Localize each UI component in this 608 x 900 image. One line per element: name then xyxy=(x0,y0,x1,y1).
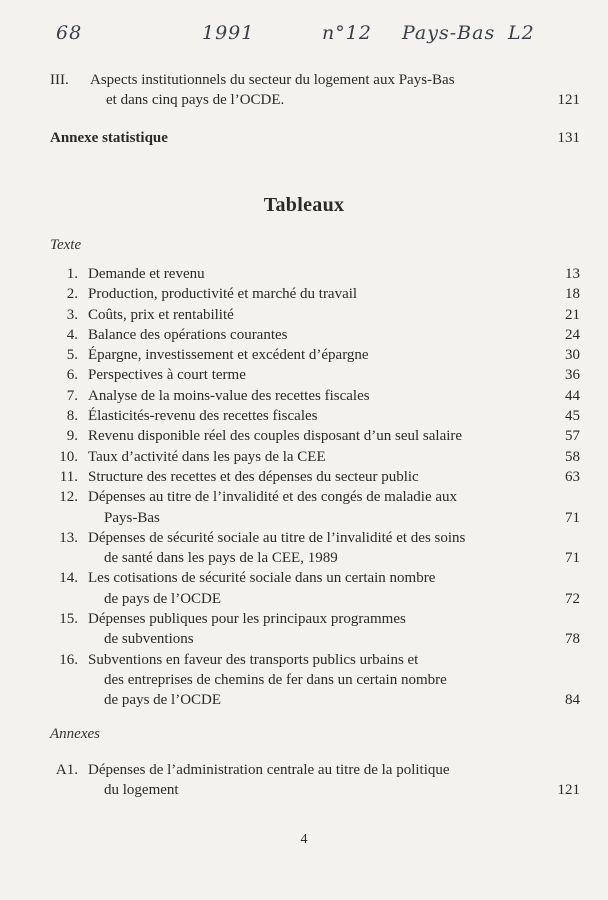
item-title-line: Coûts, prix et rentabilité xyxy=(88,306,234,323)
item-title-line: Dépenses de sécurité sociale au titre de l’invalidité et des soins xyxy=(88,529,466,546)
item-page: 78 xyxy=(565,631,580,648)
item-title xyxy=(88,650,508,711)
list-item xyxy=(50,305,580,325)
list-item xyxy=(50,284,580,304)
item-title-line: des entreprises de chemins de fer dans un certain nombre xyxy=(104,671,447,688)
item-title-line: Perspectives à court terme xyxy=(88,367,246,384)
item-number: 14. xyxy=(59,570,78,587)
item-title-line: Pays-Bas xyxy=(104,509,160,526)
item-title xyxy=(88,305,508,325)
item-title xyxy=(88,325,508,345)
list-item xyxy=(50,406,580,426)
item-title-line: Demande et revenu xyxy=(88,266,205,282)
item-number: 11. xyxy=(59,468,78,485)
toc-entry-annexe-statistique xyxy=(50,130,580,147)
group-label-annexes: Annexes xyxy=(50,726,100,742)
item-page: 63 xyxy=(565,468,580,485)
item-title-line: Revenu disponible réel des couples disposant d’un seul salaire xyxy=(88,428,463,445)
item-title xyxy=(88,365,508,385)
list-item xyxy=(50,487,580,528)
item-page: 71 xyxy=(565,550,580,567)
item-title-line: Analyse de la moins-value des recettes fiscales xyxy=(88,387,370,404)
entry-title: Annexe statistique xyxy=(50,130,168,146)
item-title-line: du logement xyxy=(104,782,179,799)
handwritten-note: 1991 xyxy=(202,22,255,44)
item-page: 71 xyxy=(565,509,580,526)
item-title xyxy=(88,487,508,528)
item-number: 5. xyxy=(66,347,78,364)
item-number: 13. xyxy=(59,529,78,546)
list-item xyxy=(50,386,580,406)
item-title-line: Dépenses au titre de l’invalidité et des congés de maladie aux xyxy=(88,489,458,506)
item-number: 10. xyxy=(59,448,78,465)
item-title-line: Élasticités-revenu des recettes fiscales xyxy=(88,408,318,425)
item-title xyxy=(88,760,508,801)
item-number: 2. xyxy=(66,286,78,303)
item-number: 4. xyxy=(66,326,78,343)
item-page: 57 xyxy=(565,428,580,445)
item-title-line: Les cotisations de sécurité sociale dans un certain nombre xyxy=(88,570,436,587)
entry-line: Aspects institutionnels du secteur du logement aux Pays-Bas xyxy=(90,72,455,88)
item-number: A1. xyxy=(55,762,78,778)
item-page: 24 xyxy=(565,326,580,343)
item-title xyxy=(88,467,508,487)
item-title-line: de subventions xyxy=(104,631,194,648)
list-item xyxy=(50,365,580,385)
item-number: 15. xyxy=(59,611,78,628)
item-title xyxy=(88,345,508,365)
list-item xyxy=(50,345,580,365)
item-number: 8. xyxy=(66,408,78,425)
handwritten-note: 68 xyxy=(56,22,83,44)
entry-line: et dans cinq pays de l’OCDE. xyxy=(106,92,285,108)
list-item xyxy=(50,447,580,467)
handwritten-note: n°12 xyxy=(322,22,372,44)
annexes-list xyxy=(50,760,580,801)
item-number: 7. xyxy=(66,387,78,404)
item-number: 6. xyxy=(66,367,78,384)
item-number: 9. xyxy=(66,428,78,445)
item-title-line: Structure des recettes et des dépenses du secteur public xyxy=(88,468,419,485)
item-title-line: Balance des opérations courantes xyxy=(88,326,288,343)
entry-title xyxy=(90,70,455,110)
item-title xyxy=(88,264,508,284)
item-title-line: de pays de l’OCDE xyxy=(104,590,222,607)
entry-number: III. xyxy=(50,72,69,88)
item-page: 121 xyxy=(557,782,580,799)
item-title-line: de santé dans les pays de la CEE, 1989 xyxy=(104,550,338,567)
list-item xyxy=(50,264,580,284)
item-title xyxy=(88,406,508,426)
item-title-line: de pays de l’OCDE xyxy=(104,692,222,709)
item-title-line: Dépenses publiques pour les principaux programmes xyxy=(88,611,406,628)
item-page: 58 xyxy=(565,448,580,465)
item-page: 21 xyxy=(565,306,580,323)
list-item xyxy=(50,426,580,446)
item-number: 3. xyxy=(66,306,78,323)
handwritten-note: Pays-Bas xyxy=(402,22,496,44)
list-item xyxy=(50,650,580,711)
list-item xyxy=(50,760,580,801)
item-title-line: Subventions en faveur des transports publics urbains et xyxy=(88,651,419,668)
item-page: 13 xyxy=(565,266,580,282)
item-page: 36 xyxy=(565,367,580,384)
list-item xyxy=(50,325,580,345)
item-page: 84 xyxy=(565,692,580,709)
item-title xyxy=(88,426,508,446)
list-item xyxy=(50,467,580,487)
item-title xyxy=(88,528,508,569)
item-page: 18 xyxy=(565,286,580,303)
item-title xyxy=(88,568,508,609)
page-number: 4 xyxy=(300,832,308,847)
item-title xyxy=(88,609,508,650)
item-title-line: Production, productivité et marché du travail xyxy=(88,286,358,303)
item-title-line: Taux d’activité dans les pays de la CEE xyxy=(88,448,326,465)
group-label-texte: Texte xyxy=(50,237,82,253)
section-title: Tableaux xyxy=(263,194,345,216)
item-page: 45 xyxy=(565,408,580,425)
item-number: 12. xyxy=(59,489,78,506)
handwritten-annotation xyxy=(56,22,556,50)
item-title-line: Dépenses de l’administration centrale au titre de la politique xyxy=(88,762,450,778)
item-title xyxy=(88,386,508,406)
item-page: 30 xyxy=(565,347,580,364)
item-title xyxy=(88,447,508,467)
item-number: 16. xyxy=(59,651,78,668)
list-item xyxy=(50,528,580,569)
item-page: 44 xyxy=(565,387,580,404)
item-number: 1. xyxy=(66,266,78,282)
entry-page: 131 xyxy=(557,130,580,146)
entry-page: 121 xyxy=(557,92,580,108)
handwritten-note: L2 xyxy=(508,22,535,44)
list-item xyxy=(50,609,580,650)
item-title xyxy=(88,284,508,304)
texte-list xyxy=(50,264,580,711)
item-title-line: Épargne, investissement et excédent d’épargne xyxy=(88,347,369,364)
item-page: 72 xyxy=(565,590,580,607)
list-item xyxy=(50,568,580,609)
